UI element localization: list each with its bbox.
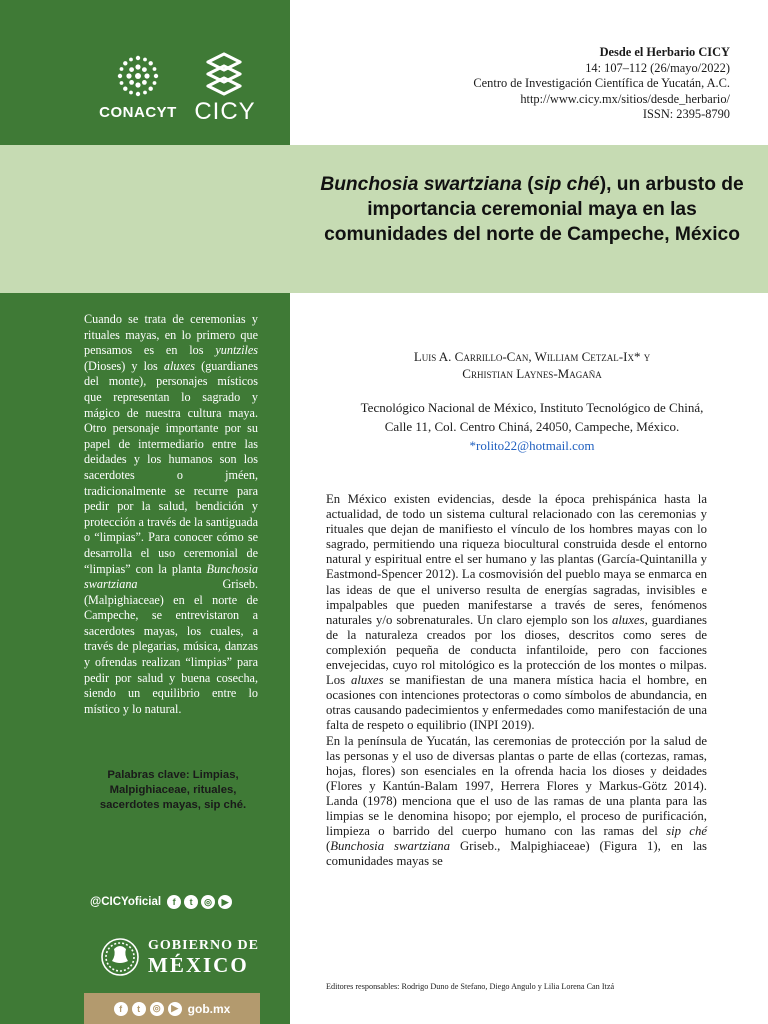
gob-footer-bar bbox=[84, 993, 260, 1024]
youtube-icon[interactable]: ▶ bbox=[168, 1002, 182, 1016]
authors bbox=[306, 348, 758, 382]
body-text: se manifiestan de una manera mística hacia el hombre, en ocasiones con intenciones protectoras o como símbolos de abundancia, en otras causando padecimientos y enfermedades como manifestación de una falta de respeto o equilibrio (INPI 2019). bbox=[326, 673, 708, 733]
article-body bbox=[326, 492, 707, 869]
cicy-logo-text: CICY bbox=[194, 98, 256, 125]
body-italic: aluxes bbox=[350, 673, 384, 688]
social-handle[interactable]: @CICYoficial bbox=[90, 896, 162, 908]
body-italic: sip ché bbox=[666, 824, 707, 839]
twitter-icon[interactable]: t bbox=[184, 895, 198, 909]
twitter-icon[interactable]: t bbox=[132, 1002, 146, 1016]
abstract-italic: yuntziles bbox=[215, 343, 258, 358]
body-paragraph-2 bbox=[326, 734, 707, 870]
instagram-icon[interactable]: ◎ bbox=[150, 1002, 164, 1016]
body-text: ( bbox=[326, 839, 331, 854]
body-text: Griseb., Malpighiaceae) (Figura 1), en las comunidades mayas se bbox=[326, 839, 707, 869]
gob-line1: GOBIERNO DE bbox=[148, 938, 259, 953]
title-italic-1: Bunchosia swartziana bbox=[320, 174, 522, 195]
facebook-icon[interactable]: f bbox=[114, 1002, 128, 1016]
body-text: En la península de Yucatán, las ceremonias de protección por la salud de las personas y el uso de diversas plantas o parte de ellas (cortezas, ramas, hojas, flores) son esenciales en la ofrenda hacia los dioses y deidades (Flores y Kantún-Balam 1997, Herrera Flores y Markus-Götz 2014). Landa (1978) menciona que el uso de las ramas de una planta para las limpias se le denomina hisopo; por ejemplo, el proceso de purificación, limpieza o barrido del cuerpo humano con las ramas del bbox=[326, 733, 707, 839]
facebook-icon[interactable]: f bbox=[167, 895, 181, 909]
body-paragraph-1 bbox=[326, 492, 707, 734]
abstract-text: (guardianes del monte), personajes místicos que representan lo sagrado y mágico de nuestra cultura maya. Otro personaje importante por su papel de intermediario entre las deidades y los humanos son los sacerdotes o jméen, tradicionalmente se recurre para pedir por la salud, bendición y protección a través de la santiguada o “limpias”. Para conocer cómo se desarrolla el uso ceremonial de “limpias” con la planta bbox=[84, 358, 258, 576]
social-links bbox=[90, 895, 232, 909]
conacyt-logo-text: CONACYT bbox=[99, 104, 177, 121]
affiliation-line2: Calle 11, Col. Centro Chiná, 24050, Campeche, México. bbox=[384, 419, 680, 434]
logo-header bbox=[0, 0, 290, 145]
body-italic: aluxes bbox=[611, 612, 645, 627]
gob-line2: MÉXICO bbox=[148, 953, 249, 977]
title-italic-2: sip ché bbox=[533, 174, 600, 195]
authors-line2: Crhistian Laynes-Magaña bbox=[462, 366, 602, 381]
abstract-text: Griseb. (Malpighiaceae) en el norte de Campeche, se entrevistaron a sacerdotes mayas, los cuales, a través de plegarias, música, danzas y ofrendas realizan “limpias” para pedir por salud y buena cosecha, siendo un equilibrio entre lo místico y lo natural. bbox=[84, 577, 258, 716]
affiliation-line1: Tecnológico Nacional de México, Instituto Tecnológico de Chiná, bbox=[360, 400, 704, 415]
article-title bbox=[306, 172, 758, 247]
editors-note: Editores responsables: Rodrigo Duno de Stefano, Diego Angulo y Lilia Lorena Can Itzá bbox=[326, 982, 615, 991]
title-rest: ), un arbusto de importancia ceremonial maya en las comunidades del norte de Campeche, México bbox=[324, 174, 744, 245]
abstract-italic: Bunchosia swartziana bbox=[84, 561, 258, 592]
abstract-italic: aluxes bbox=[163, 358, 196, 373]
gob-site[interactable]: gob.mx bbox=[187, 1001, 231, 1016]
body-italic: Bunchosia swartziana bbox=[330, 839, 451, 854]
youtube-icon[interactable]: ▶ bbox=[218, 895, 232, 909]
body-text: En México existen evidencias, desde la época prehispánica hasta la actualidad, de todo un sistema cultural relacionado con las ceremonias y rituales que dejan de manifiesto el vínculo de los hombres mayas con lo sagrado, permitiendo una riqueza biocultural construida desde el entorno natural y espiritual entre el ser humano y las plantas (García-Quintanilla y Eastmond-Spencer 2012). La cosmovisión del pueblo maya se enmarca en las ideas de que el universo resulta de energías sagradas, invisibles e impalpables que pueden manifestarse a través de seres, fenómenos naturales y/o sobrenaturales. Un claro ejemplo son los bbox=[326, 492, 707, 627]
journal-url[interactable]: http://www.cicy.mx/sitios/desde_herbario/ bbox=[520, 91, 730, 106]
authors-line1: Luis A. Carrillo-Can, William Cetzal-Ix* y bbox=[413, 349, 651, 364]
instagram-icon[interactable]: ◎ bbox=[201, 895, 215, 909]
journal-issue: 14: 107–112 (26/mayo/2022) bbox=[585, 60, 730, 75]
journal-name: Desde el Herbario CICY bbox=[599, 45, 730, 59]
title-open: ( bbox=[521, 174, 534, 195]
journal-info bbox=[473, 45, 730, 123]
mexico-coat-of-arms-icon bbox=[100, 935, 140, 979]
journal-institution: Centro de Investigación Científica de Yucatán, A.C. bbox=[473, 76, 730, 90]
gobierno-logo bbox=[100, 935, 259, 979]
abstract-text: (Dioses) y los bbox=[84, 358, 164, 373]
cicy-logo-icon bbox=[194, 52, 254, 102]
abstract bbox=[84, 312, 258, 717]
keywords: Palabras clave: Limpias, Malpighiaceae, rituales, sacerdotes mayas, sip ché. bbox=[99, 769, 247, 811]
body-text: , guardianes de la naturaleza creados por los dioses, descritos como seres de complexión pequeña de conducta infantiloide, pero con facciones envejecidas, cuyo rol mitológico es la protección de los montes o milpas. Los bbox=[326, 612, 707, 688]
abstract-text: Cuando se trata de ceremonias y rituales mayas, en lo primero que pensamos es en los bbox=[84, 312, 258, 358]
journal-issn: ISSN: 2395-8790 bbox=[642, 107, 730, 121]
affiliation bbox=[306, 398, 758, 455]
author-email[interactable]: *rolito22@hotmail.com bbox=[469, 438, 595, 453]
